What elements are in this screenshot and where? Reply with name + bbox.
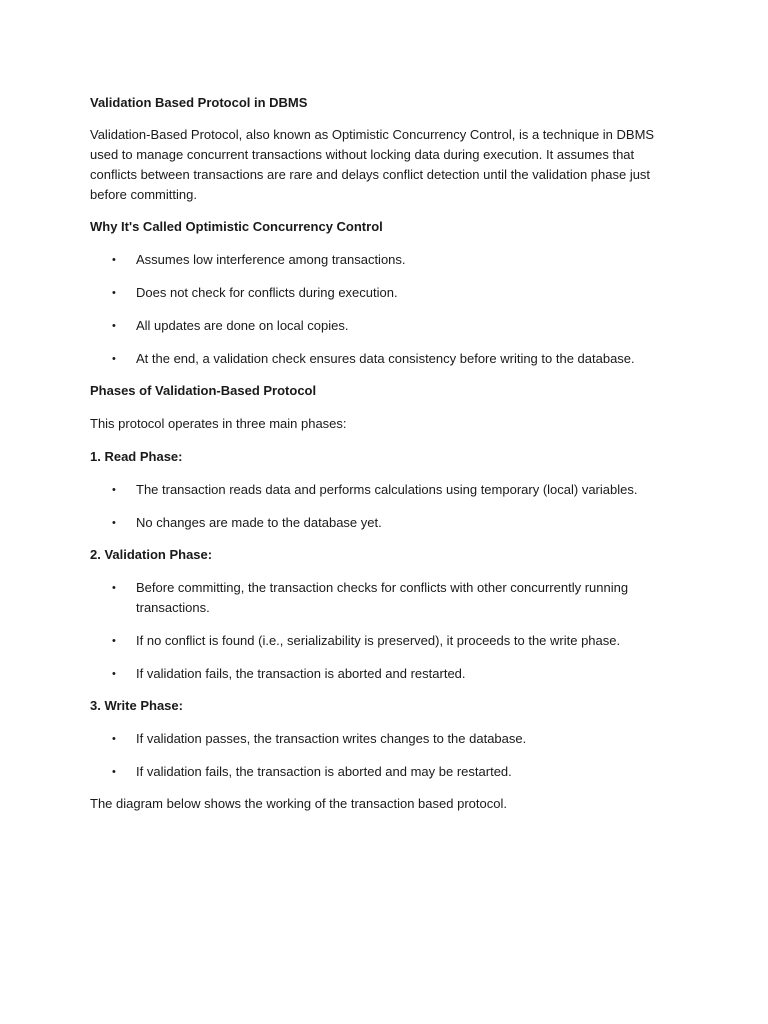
bullet-icon: • xyxy=(112,254,116,266)
list-item-text: Assumes low interference among transactions. xyxy=(136,252,406,267)
bullet-icon: • xyxy=(112,353,116,365)
closing-paragraph: The diagram below shows the working of the transaction based protocol. xyxy=(90,796,507,811)
list-item xyxy=(90,664,672,684)
list-item xyxy=(90,316,672,336)
bullet-icon: • xyxy=(112,635,116,647)
read-phase-heading: 1. Read Phase: xyxy=(90,449,183,464)
list-item xyxy=(90,631,672,651)
why-heading: Why It's Called Optimistic Concurrency Control xyxy=(90,219,383,234)
list-item xyxy=(90,480,672,500)
list-item xyxy=(90,729,672,749)
bullet-icon: • xyxy=(112,517,116,529)
list-item xyxy=(90,283,672,303)
phases-heading: Phases of Validation-Based Protocol xyxy=(90,383,317,398)
bullet-icon: • xyxy=(112,484,116,496)
list-item-text: If no conflict is found (i.e., serializability is preserved), it proceeds to the write phase. xyxy=(136,633,621,648)
list-item-text: At the end, a validation check ensures data consistency before writing to the database. xyxy=(136,351,635,366)
bullet-icon: • xyxy=(112,320,116,332)
list-item-text: The transaction reads data and performs calculations using temporary (local) variables. xyxy=(136,482,638,497)
list-item xyxy=(90,349,672,369)
bullet-icon: • xyxy=(112,766,116,778)
list-item xyxy=(90,250,672,270)
intro-paragraph: Validation-Based Protocol, also known as Optimistic Concurrency Control, is a technique in DBMS used to manage concurrent transactions without locking data during execution. It assumes that conflicts between transactions are rare and delays conflict detection until the validation phase just before committing. xyxy=(90,127,655,202)
list-item xyxy=(90,762,672,782)
write-phase-heading: 3. Write Phase: xyxy=(90,698,183,713)
list-item xyxy=(90,578,672,618)
list-item-text: Does not check for conflicts during execution. xyxy=(136,285,398,300)
write-phase-list xyxy=(90,729,672,782)
list-item-text: All updates are done on local copies. xyxy=(136,318,349,333)
validation-phase-heading: 2. Validation Phase: xyxy=(90,547,213,562)
list-item-text: If validation fails, the transaction is aborted and restarted. xyxy=(136,666,466,681)
list-item-text: Before committing, the transaction checks for conflicts with other concurrently running transactions. xyxy=(136,580,629,615)
bullet-icon: • xyxy=(112,582,116,594)
list-item-text: If validation fails, the transaction is aborted and may be restarted. xyxy=(136,764,512,779)
why-list xyxy=(90,250,672,369)
phases-intro: This protocol operates in three main phases: xyxy=(90,416,347,431)
list-item xyxy=(90,513,672,533)
list-item-text: No changes are made to the database yet. xyxy=(136,515,382,530)
document-title: Validation Based Protocol in DBMS xyxy=(90,95,308,110)
bullet-icon: • xyxy=(112,287,116,299)
bullet-icon: • xyxy=(112,668,116,680)
validation-phase-list xyxy=(90,578,672,684)
read-phase-list xyxy=(90,480,672,533)
bullet-icon: • xyxy=(112,733,116,745)
list-item-text: If validation passes, the transaction writes changes to the database. xyxy=(136,731,527,746)
